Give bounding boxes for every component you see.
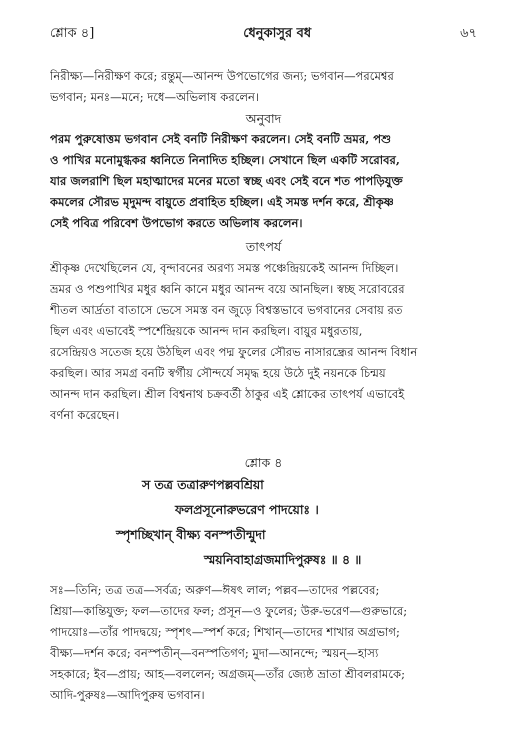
purport-text bbox=[50, 258, 477, 426]
text-line: সঃ—তিনি; তত্র তত্র—সর্বত্র; অরুণ—ঈষৎ লাল; পল্লব—তাদের পল্লবের; bbox=[50, 583, 380, 597]
sanskrit-verse bbox=[50, 472, 477, 572]
text-line: আদি-পুরুষঃ—আদিপুরুষ ভগবান। bbox=[50, 688, 205, 702]
text-line: বর্ণনা করেছেন। bbox=[50, 408, 120, 422]
text-line: সহকারে; ইব—প্রায়; আহ—বললেন; অগ্রজম্—তাঁর জ্যেষ্ঠ ভ্রাতা শ্রীবলরামকে; bbox=[50, 667, 406, 681]
text-line: করছিল। আর সমগ্র বনটি স্বর্গীয় সৌন্দর্যে সমৃদ্ধ হয়ে উঠে দুই নয়নকে চিন্ময় bbox=[50, 366, 386, 380]
page-header bbox=[50, 24, 477, 44]
text-line: আনন্দ দান করছিল। শ্রীল বিশ্বনাথ চক্রবর্তী ঠাকুর এই শ্লোকের তাৎপর্য এভাবেই bbox=[50, 387, 405, 401]
text-line: শীতল আর্দ্রতা বাতাসে ভেসে সমস্ত বন জুড়ে বিশ্বস্তভাবে ভগবানের সেবায় রত bbox=[50, 303, 403, 317]
text-line: ভগবান; মনঃ—মনে; দধে—অভিলাষ করলেন। bbox=[50, 90, 260, 104]
synonyms-text bbox=[50, 580, 477, 706]
text-line: পাদয়োঃ—তাঁর পাদদ্বয়ে; স্পৃশৎ—স্পর্শ করে; শিখান্—তাদের শাখার অগ্রভাগ; bbox=[50, 625, 400, 639]
translation-text bbox=[50, 129, 477, 234]
text-line: কমলের সৌরভ মৃদুমন্দ বায়ুতে প্রবাহিত হচ্ছিল। এই সমস্ত দর্শন করে, শ্রীকৃষ্ণ bbox=[50, 195, 394, 209]
text-line: বীক্ষ্য—দর্শন করে; বনস্পতীন্—বনস্পতিগণ; মুদা—আনন্দে; স্ময়ন্—হাস্য bbox=[50, 646, 379, 660]
verse-line: স্ময়নিবাহাগ্রজমাদিপুরুষঃ ॥ ৪ ॥ bbox=[204, 552, 362, 567]
verse-line: স্পৃশচ্ছিখান্ বীক্ষ্য বনস্পতীন্মুদা bbox=[116, 527, 266, 542]
text-line: শ্রীকৃষ্ণ দেখেছিলেন যে, বৃন্দাবনের অরণ্য সমস্ত পঞ্চেন্দ্রিয়কেই আনন্দ দিচ্ছিল। bbox=[50, 261, 399, 275]
text-line: ও পাখির মনোমুগ্ধকর ধ্বনিতে নিনাদিত হচ্ছিল। সেখানে ছিল একটি সরোবর, bbox=[50, 153, 400, 167]
purport-heading: তাৎপর্য bbox=[245, 239, 282, 254]
text-line: ভ্রমর ও পশুপাখির মধুর ধ্বনি কানে মধুর আনন্দ বয়ে আনছিল। স্বচ্ছ সরোবরের bbox=[50, 282, 405, 296]
text-line: সেই পবিত্র পরিবেশ উপভোগ করতে অভিলাষ করলেন। bbox=[50, 216, 303, 230]
text-line: যার জলরাশি ছিল মহাত্মাদের মনের মতো স্বচ্ছ এবং সেই বনে শত পাপড়িযুক্ত bbox=[50, 174, 403, 188]
text-line: ছিল এবং এভাবেই স্পর্শেন্দ্রিয়কে আনন্দ দান করছিল। বায়ুর মধুরতায়, bbox=[50, 324, 363, 338]
synonyms-continued bbox=[50, 66, 477, 108]
verse-line: ফলপ্রসূনোরুভরেণ পাদয়োঃ । bbox=[175, 502, 319, 517]
page-number: ৬৭ bbox=[460, 25, 477, 41]
verse-heading: শ্লোক ৪ bbox=[244, 455, 283, 470]
verse-line: স তত্র তত্রারুণপল্লবশ্রিয়া bbox=[142, 477, 264, 492]
text-line: নিরীক্ষ্য—নিরীক্ষণ করে; রন্তুম্—আনন্দ উপভোগের জন্য; ভগবান—পরমেশ্বর bbox=[50, 69, 394, 83]
verse-reference: শ্লোক ৪] bbox=[50, 25, 95, 41]
chapter-title: ধেনুকাসুর বধ bbox=[243, 25, 312, 41]
translation-heading: অনুবাদ bbox=[245, 111, 282, 126]
text-line: শ্রিয়া—কান্তিযুক্ত; ফল—তাদের ফল; প্রসূন—ও ফুলের; উরু-ভরেণ—গুরুভারে; bbox=[50, 604, 408, 618]
text-line: রসেন্দ্রিয়ও সতেজ হয়ে উঠছিল এবং পদ্ম ফুলের সৌরভ নাসারন্ধ্রের আনন্দ বিধান bbox=[50, 345, 418, 359]
text-line: পরম পুরুষোত্তম ভগবান সেই বনটি নিরীক্ষণ করলেন। সেই বনটি ভ্রমর, পশু bbox=[50, 132, 392, 146]
